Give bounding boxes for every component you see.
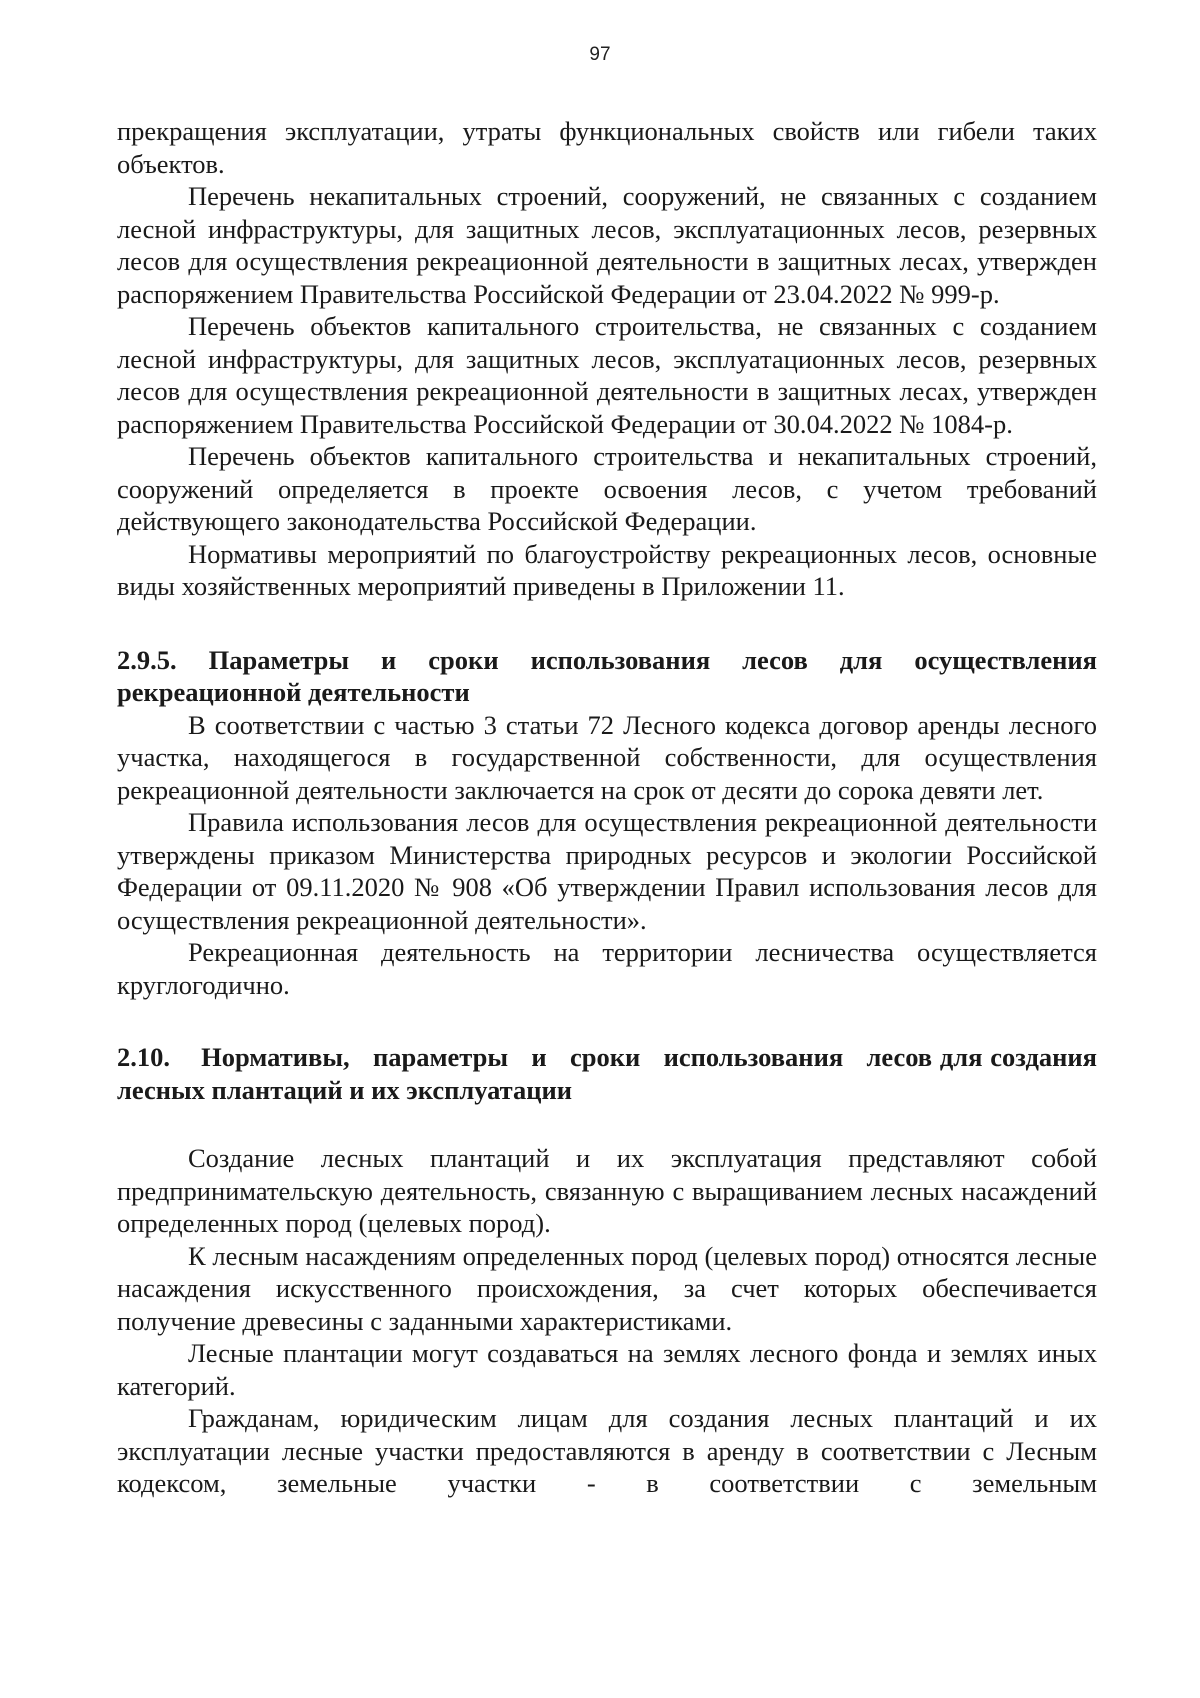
paragraph-project-list: Перечень объектов капитального строительства и некапитальных строений, сооружений определяется в проекте освоения лесов, с учетом требований действующего законодательства Российской Федерации.: [117, 441, 1097, 536]
paragraph-noncapital-list: Перечень некапитальных строений, сооружений, не связанных с созданием лесной инфраструктуры, для защитных лесов, эксплуатационных лесов, резервных лесов для осуществления рекреационной деятельности в защитных лесах, утвержден распоряжением Правительства Российской Федерации от 23.04.2022 № 999-р.: [117, 181, 1097, 309]
paragraph-plantations-intro: Создание лесных плантаций и их эксплуатация представляют собой предпринимательскую деятельность, связанную с выращиванием лесных насаждений определенных пород (целевых пород).: [117, 1143, 1097, 1238]
paragraph-lease-term: В соответствии с частью 3 статьи 72 Лесного кодекса договор аренды лесного участка, находящегося в государственной собственности, для осуществления рекреационной деятельности заключается на срок от десяти до сорока девяти лет.: [117, 709, 1097, 805]
paragraph-lease-provision: Гражданам, юридическим лицам для создания лесных плантаций и их эксплуатации лесные участки предоставляются в аренду в соответствии с Лесным кодексом, земельные участки - в соответствии с земельным: [117, 1403, 1097, 1498]
paragraph-capital-list: Перечень объектов капитального строительства, не связанных с созданием лесной инфраструктуры, для защитных лесов, эксплуатационных лесов, резервных лесов для осуществления рекреационной деятельности в защитных лесах, утвержден распоряжением Правительства Российской Федерации от 30.04.2022 № 1084-р.: [117, 311, 1097, 439]
document-body: [117, 115, 1104, 1500]
paragraph-land-categories: Лесные плантации могут создаваться на землях лесного фонда и землях иных категорий.: [117, 1338, 1097, 1401]
paragraph-norms-appendix: Нормативы мероприятий по благоустройству рекреационных лесов, основные виды хозяйственных мероприятий приведены в Приложении 11.: [117, 538, 1097, 601]
paragraph-rules-order: Правила использования лесов для осуществления рекреационной деятельности утверждены приказом Министерства природных ресурсов и экологии Российской Федерации от 09.11.2020 № 908 «Об утверждении Правил использования лесов для осуществления рекреационной деятельности».: [117, 807, 1097, 935]
paragraph-year-round: Рекреационная деятельность на территории лесничества осуществляется круглогодично.: [117, 937, 1097, 1000]
section-heading-2-9-5: 2.9.5. Параметры и сроки использования лесов для осуществления рекреационной деятельности: [117, 644, 1097, 707]
page-number: 97: [589, 44, 611, 65]
paragraph-target-species: К лесным насаждениям определенных пород (целевых пород) относятся лесные насаждения искусственного происхождения, за счет которых обеспечивается получение древесины с заданными характеристиками.: [117, 1240, 1097, 1336]
section-heading-2-10: 2.10. Нормативы, параметры и сроки использования лесов для создания лесных плантаций и их эксплуатации: [117, 1042, 1104, 1105]
paragraph-continuation: прекращения эксплуатации, утраты функциональных свойств или гибели таких объектов.: [117, 116, 1097, 179]
